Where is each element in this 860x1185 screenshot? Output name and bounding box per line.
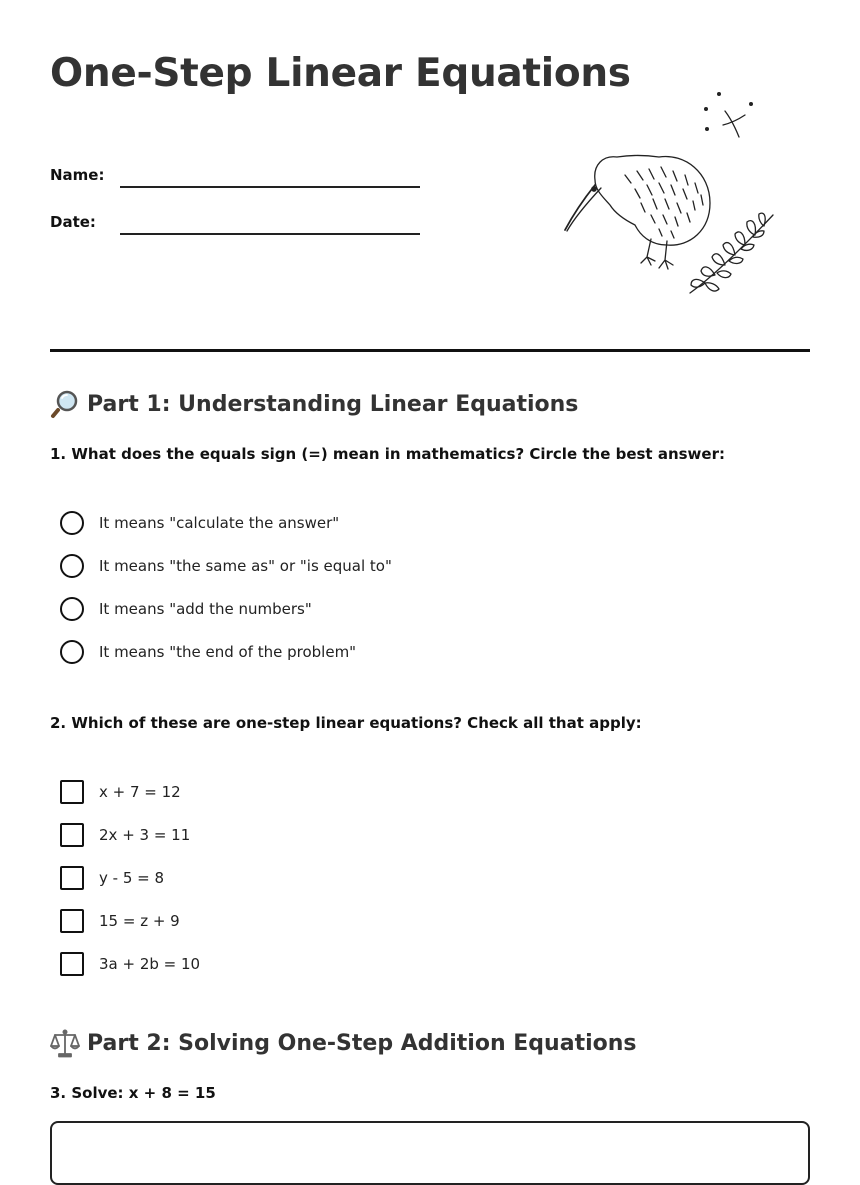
q2-option[interactable]	[60, 909, 180, 933]
q2-option-label: y - 5 = 8	[99, 869, 165, 887]
answer-box[interactable]	[50, 1121, 810, 1185]
q1-option-label: It means "the end of the problem"	[99, 643, 357, 661]
header-divider	[50, 349, 810, 352]
q2-option-label: 2x + 3 = 11	[99, 826, 191, 844]
part1-heading	[50, 389, 578, 419]
q1-option-label: It means "add the numbers"	[99, 600, 312, 618]
q2-option[interactable]	[60, 780, 181, 804]
name-field	[50, 166, 420, 188]
magnifying-glass-icon	[50, 389, 80, 419]
q1-option-label: It means "calculate the answer"	[99, 514, 340, 532]
q2-option[interactable]	[60, 866, 164, 890]
q1-option-label: It means "the same as" or "is equal to"	[99, 557, 392, 575]
checkbox[interactable]	[60, 780, 84, 804]
name-label: Name:	[50, 166, 105, 184]
radio-circle[interactable]	[60, 640, 84, 664]
q1-option[interactable]	[60, 597, 312, 621]
question-3-prompt: 3. Solve: x + 8 = 15	[50, 1084, 216, 1102]
q2-option-label: x + 7 = 12	[99, 783, 181, 801]
fern-icon	[690, 213, 773, 293]
part2-heading	[50, 1028, 637, 1058]
date-input-line[interactable]	[120, 213, 420, 235]
checkbox[interactable]	[60, 952, 84, 976]
part1-heading-text: Part 1: Understanding Linear Equations	[87, 391, 579, 417]
q2-option[interactable]	[60, 952, 200, 976]
date-field	[50, 213, 420, 235]
checkbox[interactable]	[60, 866, 84, 890]
q1-option[interactable]	[60, 511, 339, 535]
question-1-prompt: 1. What does the equals sign (=) mean in mathematics? Circle the best answer:	[50, 445, 725, 463]
kiwi-bird-icon	[565, 156, 710, 270]
stars-icon	[704, 92, 753, 131]
q2-option-label: 3a + 2b = 10	[99, 955, 201, 973]
q1-option[interactable]	[60, 640, 356, 664]
name-input-line[interactable]	[120, 166, 420, 188]
radio-circle[interactable]	[60, 511, 84, 535]
q2-option-label: 15 = z + 9	[99, 912, 180, 930]
worksheet-title: One-Step Linear Equations	[50, 51, 631, 96]
checkbox[interactable]	[60, 823, 84, 847]
balance-scale-icon	[50, 1028, 80, 1058]
question-2-prompt: 2. Which of these are one-step linear equations? Check all that apply:	[50, 714, 642, 732]
part2-heading-text: Part 2: Solving One-Step Addition Equations	[87, 1030, 637, 1056]
q1-option[interactable]	[60, 554, 392, 578]
sparkle-icon	[723, 111, 745, 137]
radio-circle[interactable]	[60, 597, 84, 621]
radio-circle[interactable]	[60, 554, 84, 578]
checkbox[interactable]	[60, 909, 84, 933]
date-label: Date:	[50, 213, 96, 231]
kiwi-illustration	[555, 85, 785, 300]
q2-option[interactable]	[60, 823, 190, 847]
